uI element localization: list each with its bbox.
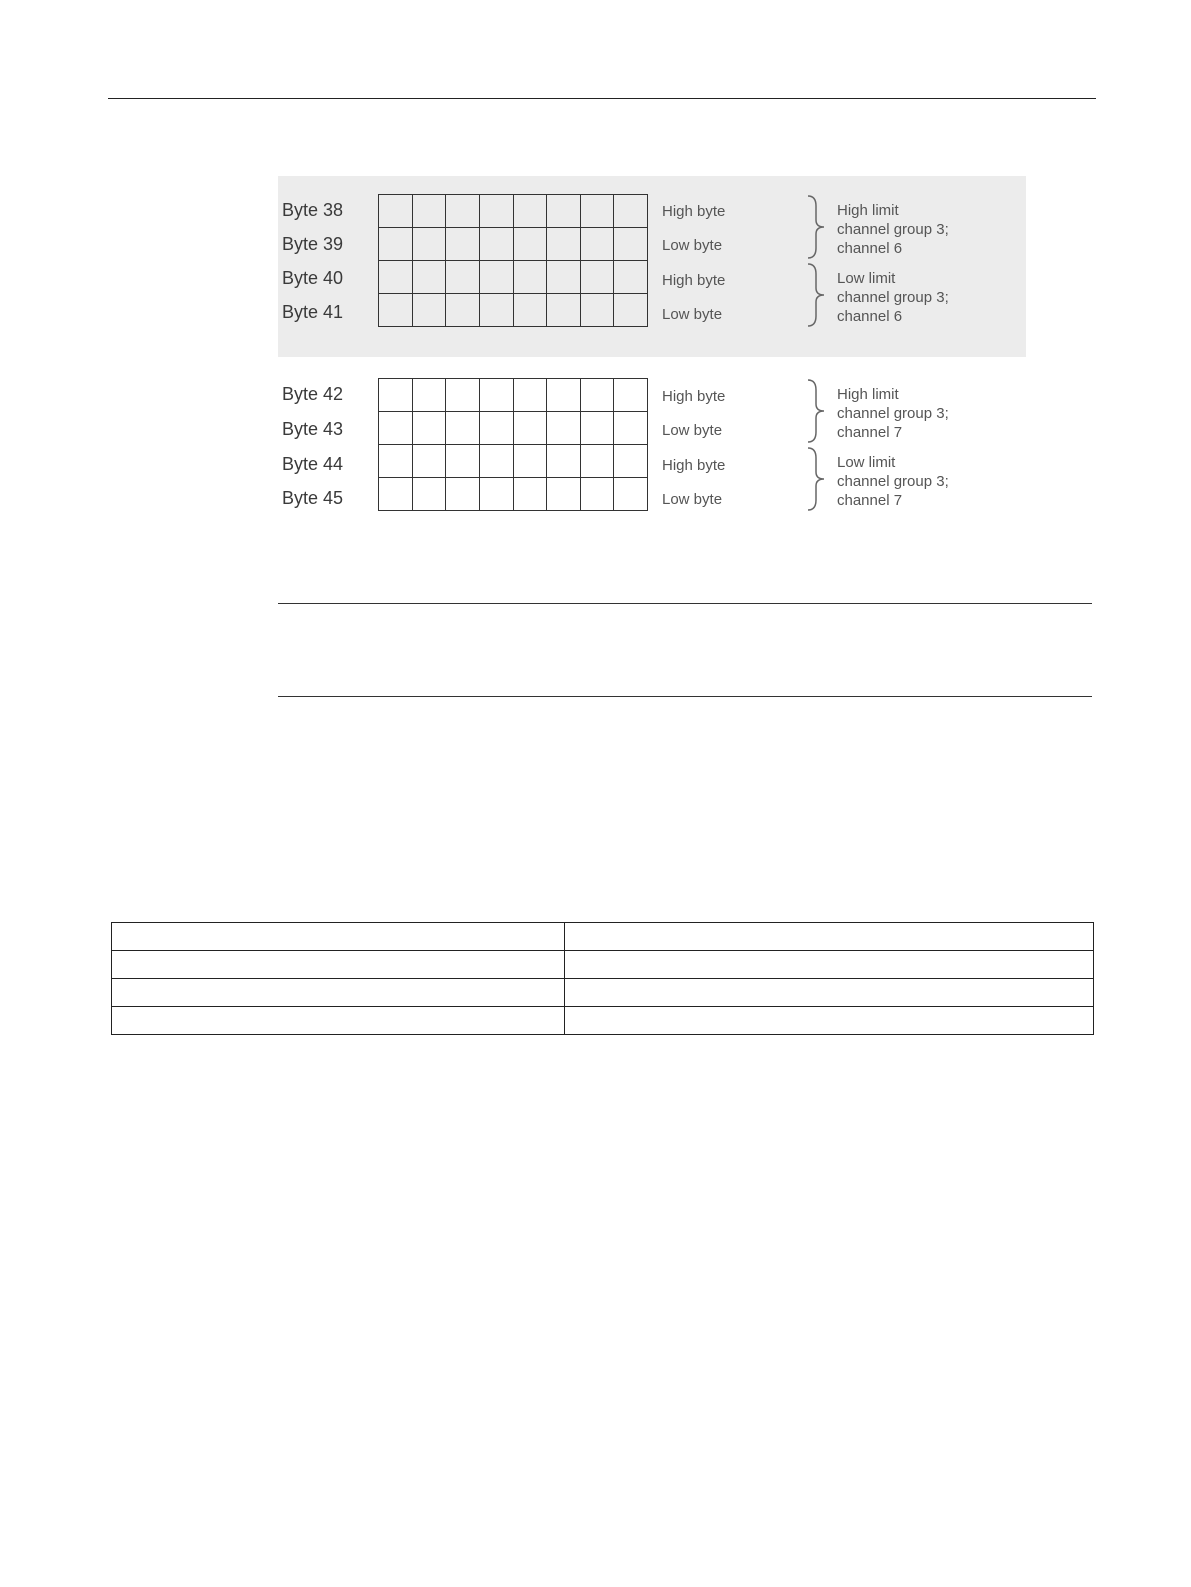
brace-line: channel group 3; [837, 289, 949, 306]
byte-group-channel-7 [278, 370, 1026, 520]
bit-row [379, 228, 648, 261]
byte-part-label: Low byte [662, 237, 723, 254]
byte-layout-figure [278, 176, 1026, 521]
bit-row [379, 478, 648, 511]
brace-line: High limit [837, 202, 899, 219]
byte-part-label: Low byte [662, 422, 723, 439]
brace-line: Low limit [837, 454, 896, 471]
bit-row [379, 412, 648, 445]
byte-part-label: High byte [662, 203, 726, 220]
brace-line: channel 6 [837, 240, 903, 257]
brace-description [837, 385, 1017, 442]
byte-label: Byte 39 [282, 234, 344, 254]
byte-part-label: High byte [662, 388, 726, 405]
curly-brace-icon [804, 378, 830, 444]
header-rule [108, 98, 1096, 99]
curly-brace-icon [804, 262, 830, 328]
brace-description [837, 201, 1017, 258]
brace-line: Low limit [837, 270, 896, 287]
byte-label: Byte 38 [282, 200, 344, 220]
byte-part-label: Low byte [662, 491, 723, 508]
brace-line: channel group 3; [837, 405, 949, 422]
byte-part-label: High byte [662, 272, 726, 289]
bit-grid [378, 194, 648, 327]
table-row [112, 979, 1094, 1007]
bit-row [379, 445, 648, 478]
table-row [112, 951, 1094, 979]
brace-line: channel 6 [837, 308, 903, 325]
curly-brace-icon [804, 194, 830, 260]
byte-part-label: High byte [662, 457, 726, 474]
brace-line: channel 7 [837, 424, 903, 441]
brace-description [837, 453, 1017, 510]
brace-line: channel group 3; [837, 221, 949, 238]
byte-part-label: Low byte [662, 306, 723, 323]
byte-label: Byte 45 [282, 488, 344, 508]
brace-description [837, 269, 1017, 326]
byte-label: Byte 41 [282, 302, 344, 322]
curly-brace-icon [804, 446, 830, 512]
bit-grid [378, 378, 648, 511]
byte-label: Byte 44 [282, 454, 344, 474]
bit-row [379, 195, 648, 228]
empty-table [111, 922, 1094, 1035]
brace-line: High limit [837, 386, 899, 403]
bit-row [379, 379, 648, 412]
table-row [112, 1007, 1094, 1035]
bit-row [379, 261, 648, 294]
byte-label: Byte 43 [282, 419, 344, 439]
brace-line: channel 7 [837, 492, 903, 509]
note-top-rule [278, 603, 1092, 604]
brace-line: channel group 3; [837, 473, 949, 490]
byte-label: Byte 40 [282, 268, 344, 288]
byte-group-channel-6 [278, 176, 1026, 357]
bit-row [379, 294, 648, 327]
note-bottom-rule [278, 696, 1092, 697]
byte-label: Byte 42 [282, 384, 344, 404]
table-row [112, 923, 1094, 951]
